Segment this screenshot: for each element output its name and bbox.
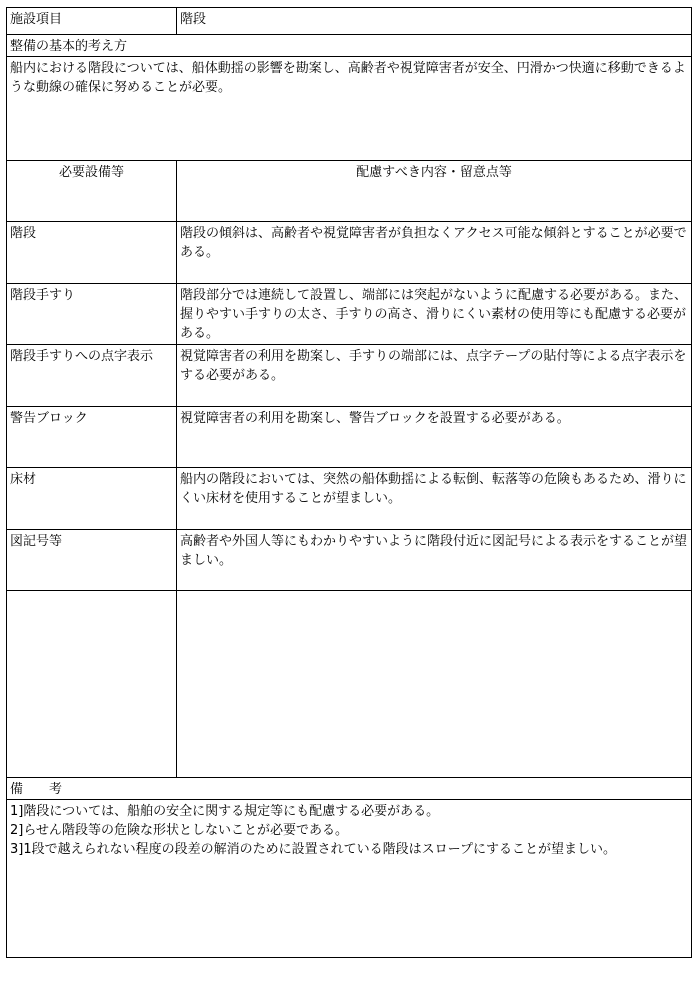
row-item: 階段手すりへの点字表示 <box>7 345 177 407</box>
remarks-body-row <box>7 800 692 958</box>
remark-item: 1]階段については、船舶の安全に関する規定等にも配慮する必要がある。 <box>10 804 440 819</box>
table-row <box>7 407 692 468</box>
table-row <box>7 530 692 591</box>
row-note: 階段部分では連続して設置し、端部には突起がないように配慮する必要がある。また、握りやすい手すりの太さ、手すりの高さ、滑りにくい素材の使用等にも配慮する必要がある。 <box>177 284 692 345</box>
remarks-body <box>7 800 692 958</box>
facility-item-label: 施設項目 <box>7 8 177 35</box>
column-header-row <box>7 161 692 222</box>
remarks-title: 備 考 <box>7 778 692 800</box>
row-item: 床材 <box>7 468 177 530</box>
row-item: 図記号等 <box>7 530 177 591</box>
principle-title: 整備の基本的考え方 <box>7 35 692 57</box>
remarks-title-row <box>7 778 692 800</box>
empty-row <box>7 591 692 778</box>
row-note: 階段の傾斜は、高齢者や視覚障害者が負担なくアクセス可能な傾斜とすることが必要である。 <box>177 222 692 284</box>
empty-cell <box>177 591 692 778</box>
header-row <box>7 8 692 35</box>
table-row <box>7 468 692 530</box>
row-item: 警告ブロック <box>7 407 177 468</box>
row-note: 視覚障害者の利用を勘案し、手すりの端部には、点字テープの貼付等による点字表示をする必要がある。 <box>177 345 692 407</box>
row-note: 視覚障害者の利用を勘案し、警告ブロックを設置する必要がある。 <box>177 407 692 468</box>
principle-body-row <box>7 57 692 161</box>
principle-title-row <box>7 35 692 57</box>
remark-item: 2]らせん階段等の危険な形状としないことが必要である。 <box>10 823 348 838</box>
facility-item-value: 階段 <box>177 8 692 35</box>
row-item: 階段 <box>7 222 177 284</box>
row-note: 高齢者や外国人等にもわかりやすいように階段付近に図記号による表示をすることが望ましい。 <box>177 530 692 591</box>
table-row <box>7 345 692 407</box>
row-note: 船内の階段においては、突然の船体動揺による転倒、転落等の危険もあるため、滑りにくい床材を使用することが望ましい。 <box>177 468 692 530</box>
principle-body: 船内における階段については、船体動揺の影響を勘案し、高齢者や視覚障害者が安全、円滑かつ快適に移動できるような動線の確保に努めることが必要。 <box>7 57 692 161</box>
facility-table <box>6 7 692 958</box>
column-header-equipment: 必要設備等 <box>7 161 177 222</box>
row-item: 階段手すり <box>7 284 177 345</box>
table-row <box>7 284 692 345</box>
empty-cell <box>7 591 177 778</box>
remark-item: 3]1段で越えられない程度の段差の解消のために設置されている階段はスロープにすることが望ましい。 <box>10 842 616 857</box>
column-header-considerations: 配慮すべき内容・留意点等 <box>177 161 692 222</box>
table-row <box>7 222 692 284</box>
